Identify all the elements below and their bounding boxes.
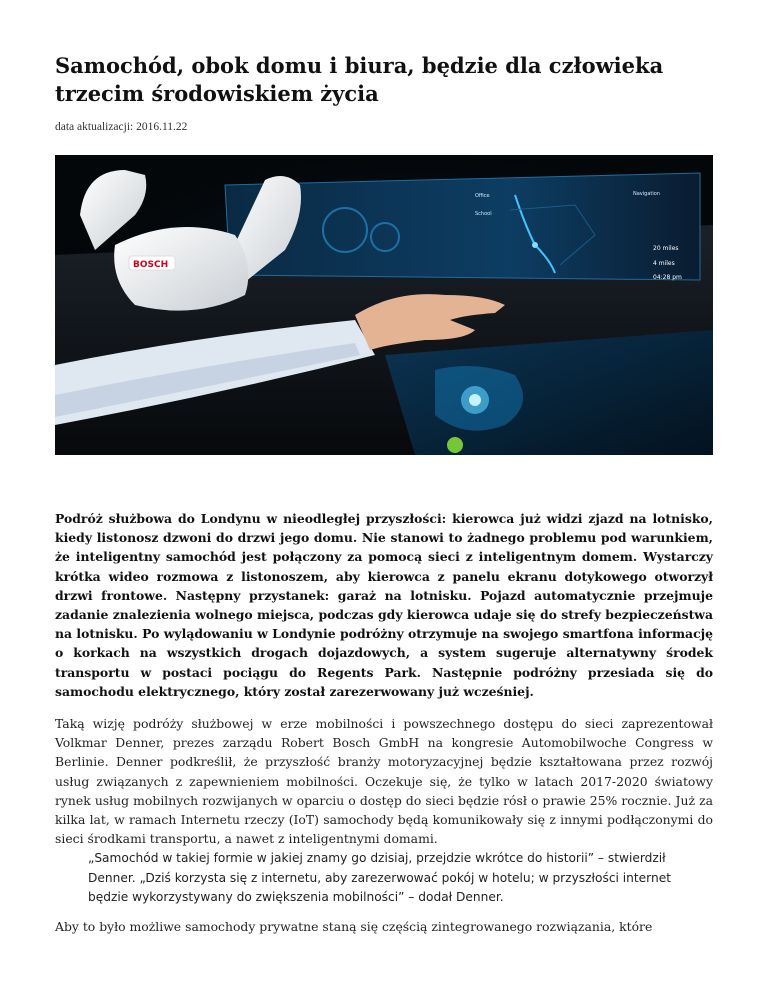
screen-item-distance-1: 20 miles [653, 245, 679, 252]
article-paragraph-2: Aby to było możliwe samochody prywatne staną się częścią zintegrowanego rozwiązania, które [55, 919, 653, 934]
update-date: data aktualizacji: 2016.11.22 [55, 121, 188, 133]
hero-image [55, 155, 713, 455]
screen-item-distance-2: 4 miles [653, 260, 675, 267]
article-lead: Podróż służbowa do Londynu w nieodległej przyszłości: kierowca już widzi zjazd na lotnisko, kiedy listonosz dzwoni do drzwi jego domu. Nie stanowi to żadnego problemu pod warunkiem, że inteligentny samochód jest połączony za pomocą sieci z inteligentnym domem. Wystarczy krótka wideo rozmowa z listonoszem, aby kierowca z panelu ekranu dotykowego otworzył drzwi frontowe. Następny przystanek: garaż na lotnisku. Pojazd automatycznie przejmuje zadanie znalezienia wolnego miejsca, podczas gdy kierowca udaje się do strefy bezpieczeństwa na lotnisku. Po wylądowaniu w Londynie podróżny otrzymuje na swojego smartfona informację o korkach na wszystkich drogach dojazdowych, a system sugeruje alternatywny środek transportu w postaci pociągu do Regents Park. Następnie podróżny przesiada się do samochodu elektrycznego, który został zarezerwowany już wcześniej. [55, 511, 713, 699]
screen-item-school: School [475, 211, 492, 217]
screen-item-office: Office [475, 193, 490, 199]
brand-logo: BOSCH [133, 260, 169, 270]
screen-item-time: 04:28 pm [653, 274, 682, 281]
car-interior-illustration [55, 155, 713, 455]
screen-item-navigation: Navigation [633, 191, 660, 197]
article-paragraph-1: Taką wizję podróży służbowej w erze mobilności i powszechnego dostępu do sieci zaprezentował Volkmar Denner, prezes zarządu Robert Bosch GmbH na kongresie Automobilwoche Congress w Berlinie. Denner podkreślił, że przyszłość branży motoryzacyjnej będzie kształtowana przez rozwój usług związanych z zapewnieniem mobilności. Oczekuje się, że tylko w latach 2017-2020 światowy rynek usług mobilnych rozwijanych w oparciu o dostęp do sieci będzie rósł o prawie 25% rocznie. Już za kilka lat, w ramach Internetu rzeczy (IoT) samochody będą komunikowały się z innymi podłączonymi do sieci środkami transportu, a nawet z inteligentnymi domami. [55, 716, 713, 847]
article-title: Samochód, obok domu i biura, będzie dla człowieka trzecim środowiskiem życia [55, 53, 664, 106]
article-quote: „Samochód w takiej formie w jakiej znamy go dzisiaj, przejdzie wkrótce do historii” – stwierdził Denner. „Dziś korzysta się z internetu, aby zarezerwować pokój w hotelu; w przyszłości internet będzie wykorzystywany do zwiększenia mobilności” – dodał Denner. [88, 851, 671, 905]
